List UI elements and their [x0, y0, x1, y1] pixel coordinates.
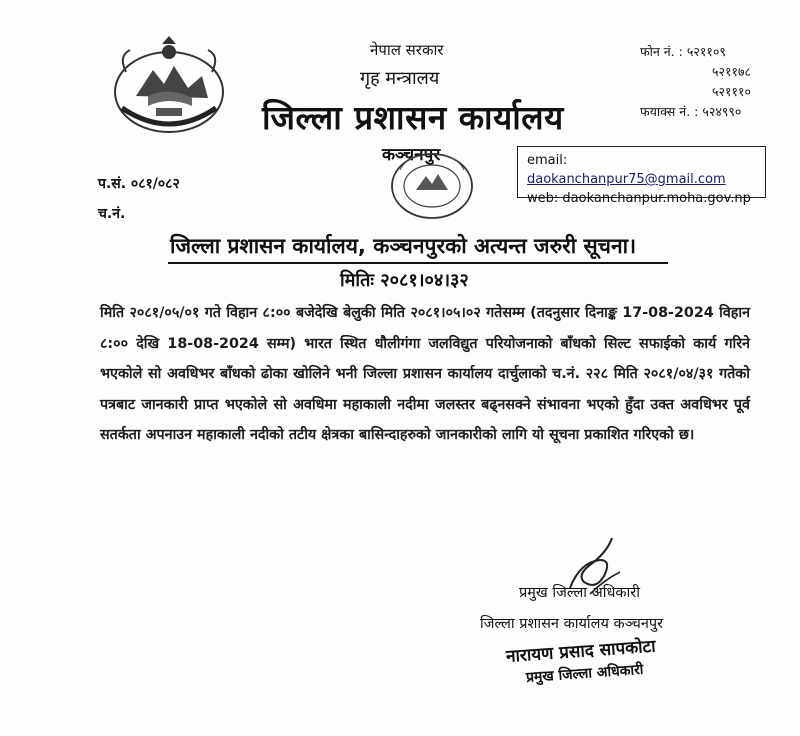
fax-row	[640, 102, 751, 122]
office-name: जिल्ला प्रशासन कार्यालय	[262, 98, 564, 137]
reference-ps: प.सं. ०८१/०८२	[98, 176, 180, 192]
web-link[interactable]: daokanchanpur.moha.gov.np	[562, 191, 751, 206]
signatory-office: जिल्ला प्रशासन कार्यालय कञ्चनपुर	[480, 616, 664, 632]
signatory-title: प्रमुख जिल्ला अधिकारी	[519, 585, 640, 601]
fax-label: फयाक्स नं. :	[640, 104, 699, 119]
email-row	[527, 151, 765, 189]
phone-number: ५२१११०	[712, 84, 752, 99]
contact-block	[640, 42, 751, 122]
ministry-name: गृह मन्त्रालय	[360, 68, 440, 89]
phone-row	[640, 82, 751, 102]
reference-cn: च.नं.	[98, 206, 126, 222]
office-stamp-icon	[386, 150, 478, 222]
web-label: web:	[527, 191, 559, 206]
district-name: कञ्चनपुर	[382, 145, 441, 165]
fax-number: ५२४९९०	[702, 104, 742, 119]
email-link[interactable]: daokanchanpur75@gmail.com	[527, 172, 726, 187]
notice-date: मितिः २०८१।०४।३२	[340, 270, 469, 291]
email-web-box	[517, 146, 766, 206]
email-label: email:	[527, 153, 568, 168]
nepal-emblem-icon	[108, 36, 230, 140]
phone-row	[640, 62, 751, 82]
signatory-name-stamp: नारायण प्रसाद सापकोटा	[505, 636, 657, 667]
notice-body: मिति २०८१/०५/०१ गते विहान ८:०० बजेदेखि बेलुकी मिति २०८१।०५।०२ गतेसम्म (तदनुसार दिनाङ्क 17-08-2024 विहान ८:०० देखि 18-08-2024 सम्म) भारत स्थित धौलीगंगा जलविद्युत परियोजनाको बाँधको सिल्ट सफाईको कार्य गरिने भएकोले सो अवधिभर बाँधको ढोका खोलिने भनी जिल्ला प्रशासन कार्यालय दार्चुलाको च.नं. २२८ मिति २०८१/०४/३१ गतेको पत्रबाट जानकारी प्राप्त भएकोले सो अवधिमा महाकाली नदीमा जलस्तर बढ्नसक्ने संभावना भएको हुँदा उक्त अवधिभर पूर्व सतर्कता अपनाउन महाकाली नदीको तटीय क्षेत्रका बासिन्दाहरुको जानकारीको लागि यो सूचना प्रकाशित गरिएको छ।	[100, 305, 750, 443]
web-row	[527, 189, 765, 208]
phone-row	[640, 42, 751, 62]
phone-number: ५२११७८	[712, 64, 752, 79]
phone-label: फोन नं. :	[640, 44, 683, 59]
title-underline	[168, 262, 668, 264]
phone-number: ५२११०९	[686, 44, 726, 59]
notice-title: जिल्ला प्रशासन कार्यालय, कञ्चनपुरको अत्यन्त जरुरी सूचना।	[170, 234, 637, 258]
government-name: नेपाल सरकार	[370, 41, 444, 59]
signatory-post-stamp: प्रमुख जिल्ला अधिकारी	[525, 661, 644, 686]
